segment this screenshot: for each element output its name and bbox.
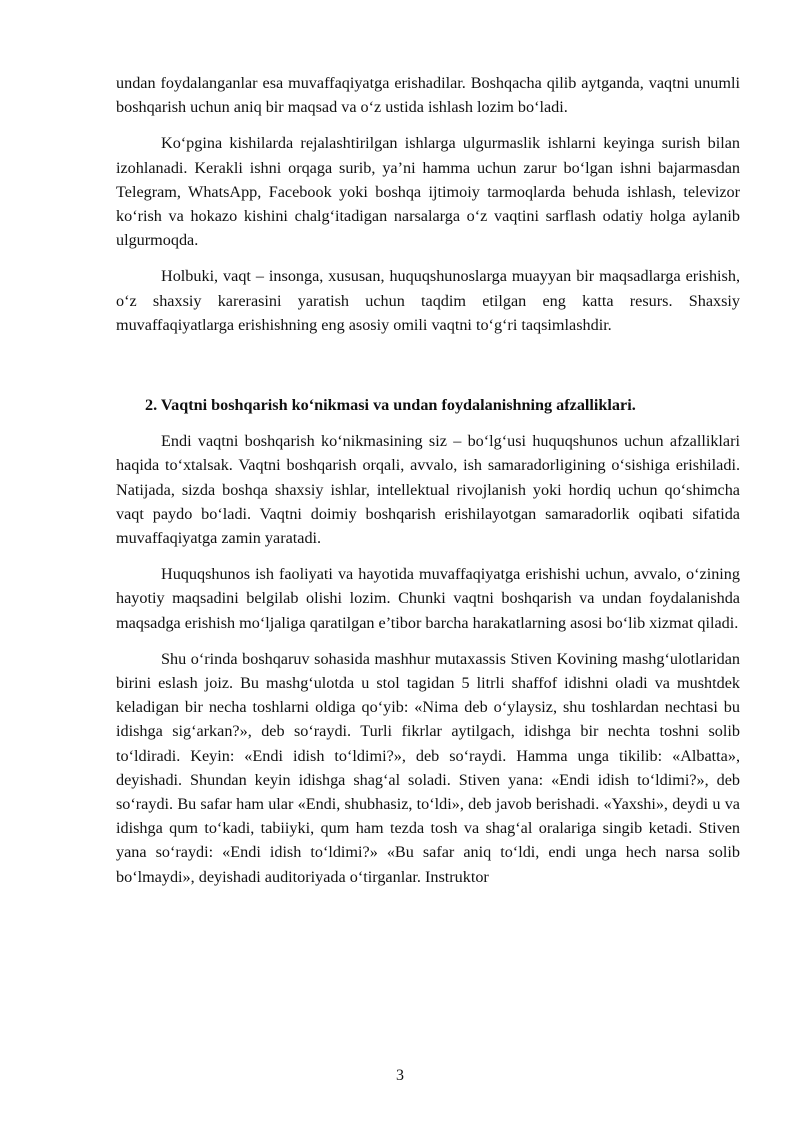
section-heading: 2. Vaqtni boshqarish ko‘nikmasi va undan foydalanishning afzalliklari.	[145, 396, 636, 415]
paragraph-time-resource: Holbuki, vaqt – insonga, xususan, huquqshunoslarga muayyan bir maqsadlarga erishish, o‘z shaxsiy karerasini yaratish uchun taqdim etilgan eng katta resurs. Shaxsiy muvaffaqiyatlarga erishishning eng asosiy omili vaqtni to‘g‘ri taqsimlashdir.	[116, 267, 740, 334]
page-number: 3	[396, 1067, 404, 1084]
document-page	[116, 0, 740, 889]
paragraph-procrastination: Ko‘pgina kishilarda rejalashtirilgan ishlarga ulgurmaslik ishlarni keyinga surish bilan izohlanadi. Kerakli ishni orqaga surib, ya’ni hamma uchun zarur bo‘lgan ishni bajarmasdan Telegram, WhatsApp, Facebook yoki boshqa ijtimoiy tarmoqlarda behuda ishlash, televizor ko‘rish va hokazo kishini chalg‘itadigan narsalarga o‘z vaqtini sarflash odatiy holga aylanib ulgurmoqda.	[116, 134, 740, 250]
paragraph-stephen-covey: Shu o‘rinda boshqaruv sohasida mashhur mutaxassis Stiven Kovining mashg‘ulotlaridan birini eslash joiz. Bu mashg‘ulotda u stol tagidan 5 litrli shaffof idishni oladi va mushtdek keladigan bir necha toshlarni oldiga qo‘yib: «Nima deb o‘ylaysiz, shu toshlardan nechtasi bu idishga sig‘arkan?», deb so‘raydi. Turli fikrlar aytilgach, idishga bir nechta toshni solib to‘ldiradi. Keyin: «Endi idish to‘ldimi?», deb so‘raydi. Hamma unga tikilib: «Albatta», deyishadi. Shundan keyin idishga shag‘al soladi. Stiven yana: «Endi idish to‘ldimi?», deb so‘raydi. Bu safar ham ular «Endi, shubhasiz, to‘ldi», deb javob berishadi. «Yaxshi», deydi u va idishga qum to‘kadi, tabiiyki, qum ham tezda tosh va shag‘al oralariga singib ketadi. Stiven yana so‘raydi: «Endi idish to‘ldimi?» «Bu safar aniq to‘ldi, endi unga hech narsa solib bo‘lmaydi», deyishadi auditoriyada o‘tirganlar. Instruktor	[116, 649, 740, 886]
paragraph-continuation: undan foydalanganlar esa muvaffaqiyatga erishadilar. Boshqacha qilib aytganda, vaqtni unumli boshqarish uchun aniq bir maqsad va o‘z ustida ishlash lozim bo‘ladi.	[116, 74, 740, 117]
paragraph-life-goal: Huquqshunos ish faoliyati va hayotida muvaffaqiyatga erishishi uchun, avvalo, o‘zining hayotiy maqsadini belgilab olishi lozim. Chunki vaqtni boshqarish va undan foydalanishda maqsadga erishish mo‘ljaliga qaratilgan e’tibor barcha harakatlarning asosi bo‘lib xizmat qiladi.	[116, 565, 740, 632]
paragraph-advantages: Endi vaqtni boshqarish ko‘nikmasining siz – bo‘lg‘usi huquqshunos uchun afzalliklari haqida to‘xtalsak. Vaqtni boshqarish orqali, avvalo, ish samaradorligining o‘sishiga erishiladi. Natijada, sizda boshqa shaxsiy ishlar, intellektual rivojlanish yoki hordiq uchun qo‘shimcha vaqt paydo bo‘ladi. Vaqtni doimiy boshqarish erishilayotgan samaradorlik oqibati sifatida muvaffaqiyatga zamin yaratadi.	[116, 432, 740, 548]
